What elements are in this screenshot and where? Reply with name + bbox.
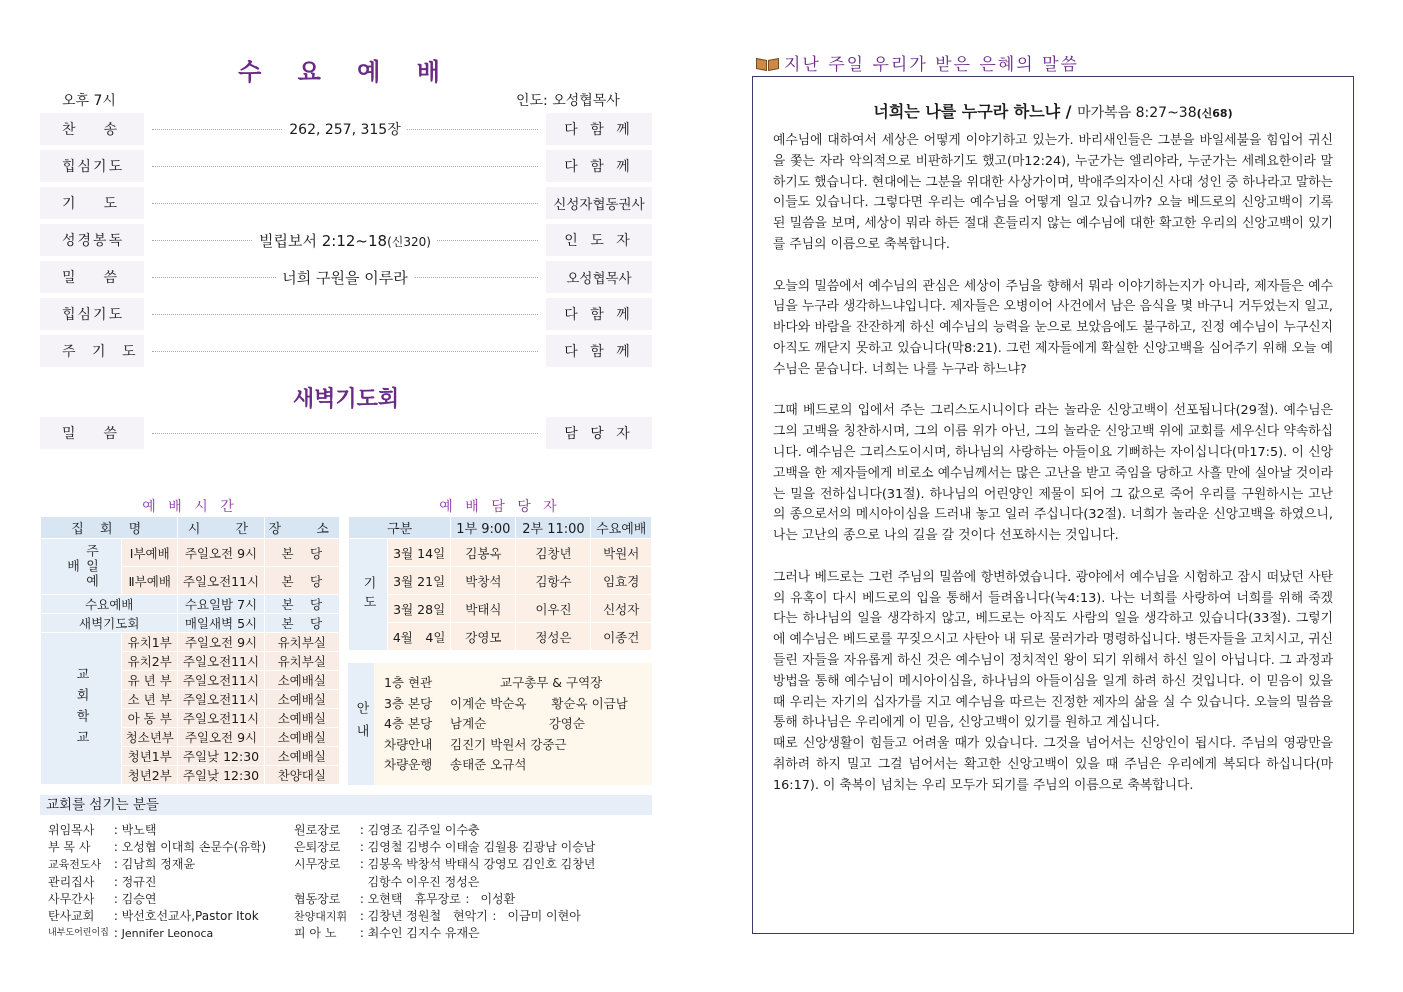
table-row: 3월 21일 박창석 김항수 임효경 bbox=[349, 567, 652, 595]
guide-label: 안내 bbox=[348, 663, 374, 785]
sermon-paragraph: 그러나 베드로는 그런 주님의 밀씀에 항변하였습니다. 광야에서 예수님을 시험하고 잠시 떠났던 사탄의 유혹이 다시 베드로의 입을 통해서 들려옵니다(눅4:13). 나는 너희를 사랑하여 너희를 위해 죽겠다는 하나님의 일을 생각하지 않고, 베드로는 아직도 사람의 일을 생각하고 있습니다(33절). 그렇기에 예수님은 베드로를 꾸짖으시고 사탄아 내 뒤로 물러가라 명령하십니다. 병든자들을 고치시고, 귀신들린 자들을 자유롭게 하신 것은 예수님이 정치적인 왕이 되기 위해서 하신 일이 아닙니다. 그 과정과 방법을 통해 예수님이 메시아이심을, 하나님의 아들이심을 일게 하려 하신 것입니다. 이 믿음이 있을 때 우리는 자기의 십자가를 지고 예수님을 따르는 진정한 제자의 삶을 실 수 있습니다. 오늘의 밀씀을 통해 하나님은 우리에게 이 믿음, 신앙고백이 있기를 원하고 계십니다. bbox=[773, 569, 1333, 731]
sermon-section-header: 지난 주일 우리가 받은 은혜의 말씀 bbox=[756, 50, 1079, 75]
order-content bbox=[148, 224, 542, 256]
col-header: 수요예배 bbox=[591, 517, 652, 539]
list-item: 차량안내 김진기 박원서 강중근 bbox=[384, 736, 567, 752]
worship-schedule-table bbox=[40, 516, 340, 785]
sunday-group-label: 주일예배 bbox=[41, 539, 122, 595]
sermon-paragraph: 오늘의 밀씀에서 예수님의 관심은 세상이 주님을 향해서 뭐라 이야기하는지가 아니라, 제자들은 예수님을 누구라 생각하느냐입니다. 제자들은 오병이어 사건에서 남은 음식을 몇 바구니 거두었는지 일고, 바다와 바람을 잔잔하게 하신 예수님의 능력을 눈으로 보았음에도 불구하고, 진정 예수님이 누구신지 아직도 깨닫지 못하고 있습니다(막8:21). 그런 제자들에게 확실한 신앙고백을 심어주기 위해 오늘 예수님은 묻습니다. 너희는 나를 누구라 하느냐? bbox=[773, 278, 1333, 377]
servants-heading: 교회를 섬기는 분들 bbox=[40, 795, 652, 815]
col-header: 시 간 bbox=[178, 517, 264, 539]
guide-section bbox=[348, 663, 652, 785]
table-row: 새벽기도회 매일새벽 5시 본 당 bbox=[41, 614, 340, 633]
table-row: 기도 3월 14일 김봉옥 김창년 박원서 bbox=[349, 539, 652, 567]
col-header: 집 회 명 bbox=[41, 517, 178, 539]
table-row: Ⅱ부예배 주일오전11시 본 당 bbox=[41, 567, 340, 595]
staff-list-left bbox=[48, 822, 266, 942]
list-item: 사무간사 : 김승연 bbox=[48, 891, 157, 906]
order-label: 기 도 bbox=[40, 187, 144, 219]
sermon-version: (신68) bbox=[1196, 107, 1233, 120]
order-row bbox=[40, 224, 652, 256]
table-row: 수요예배 수요일밤 7시 본 당 bbox=[41, 595, 340, 614]
order-person: 다 함 께 bbox=[546, 335, 652, 367]
order-content bbox=[148, 261, 542, 293]
list-item: 4층 본당 남계순 강영순 bbox=[384, 716, 585, 731]
list-item: 시무장로 : 김봉옥 박창석 박태식 강영모 김인호 김창년 bbox=[294, 857, 596, 872]
list-item: 관리집사 : 정규진 bbox=[48, 874, 157, 889]
order-person: 신성자협동권사 bbox=[546, 187, 652, 219]
wednesday-order bbox=[40, 113, 652, 372]
order-person: 인 도 자 bbox=[546, 224, 652, 256]
table-row: 교회학교 유치1부 주일오전 9시 유치부실 bbox=[41, 633, 340, 652]
book-icon bbox=[756, 55, 780, 71]
table-row: 아 동 부 주일오전11시 소예배실 bbox=[41, 709, 340, 728]
order-content: 262, 257, 315장 bbox=[148, 113, 542, 145]
list-item: 차량운행 송태준 오규석 bbox=[384, 757, 527, 772]
order-row bbox=[40, 417, 652, 449]
order-row bbox=[40, 187, 652, 219]
order-person: 다 함 께 bbox=[546, 298, 652, 330]
table-row: 청년2부 주일낮 12:30 찬양대실 bbox=[41, 766, 340, 785]
order-row bbox=[40, 298, 652, 330]
scripture-version: (신320) bbox=[387, 234, 431, 249]
table-row: 소 년 부 주일오전11시 소예배실 bbox=[41, 690, 340, 709]
list-item: 원로장로 : 김영조 김주일 이수충 bbox=[294, 823, 480, 837]
sermon-paragraph: 예수님에 대하여서 세상은 어떻게 이야기하고 있는가. 바리새인들은 그분을 바일세불을 힘입어 귀신을 쫓는 자라 악의적으로 비판하기도 했고(마12:24), 누군가는 엘리야라, 누군가는 세례요한이라 말하기도 했습니다. 현대에는 그분을 위대한 사상가이며, 박애주의자이신 사대 성인 중 하나라고 말하는 이들도 있습니다. 그렇다면 우리는 예수님을 어떻게 일고 있습니까? 오늘 베드로의 신앙고백이 기록된 밀씀을 보며, 세상이 뭐라 하든 절대 흔들리지 않는 예수님에 대한 확고한 우리의 신앙고백이 있기를 주님의 이름으로 축복합니다. bbox=[773, 133, 1333, 252]
scripture-ref: 빌립보서 2:12~18 bbox=[259, 231, 388, 250]
order-row bbox=[40, 113, 652, 145]
sermon-title: 너희는 나를 누구라 하느냐 / 마가복음 8:27~38(신68) bbox=[873, 102, 1233, 121]
col-header: 구분 bbox=[349, 517, 451, 539]
order-row bbox=[40, 261, 652, 293]
order-content bbox=[148, 335, 542, 367]
wednesday-service-title: 수 요 예 배 bbox=[238, 57, 454, 86]
worship-duty-table bbox=[348, 516, 652, 651]
sermon-box bbox=[752, 76, 1354, 934]
staff-list-right bbox=[294, 822, 595, 942]
school-group-label: 교회학교 bbox=[41, 633, 122, 785]
order-row bbox=[40, 335, 652, 367]
order-row bbox=[40, 150, 652, 182]
list-item: 협동장로 : 오현택 휴무장로 ： 이성환 bbox=[294, 891, 516, 906]
order-person: 다 함 께 bbox=[546, 150, 652, 182]
sermon-reference: 마가복음 8:27~38 bbox=[1077, 105, 1197, 121]
order-content bbox=[148, 150, 542, 182]
list-item: 교육전도사 : 김남희 정재윤 bbox=[48, 857, 196, 872]
table-row: 유 년 부 주일오전11시 소예배실 bbox=[41, 671, 340, 690]
list-item: 피 아 노 : 최수인 김지수 유재은 bbox=[294, 926, 480, 941]
order-content bbox=[148, 187, 542, 219]
list-item: 김항수 이우진 정성은 bbox=[367, 874, 480, 889]
list-item: 부 목 사 : 오성협 이대희 손문수(유학) bbox=[48, 840, 267, 855]
prayer-group-label: 기도 bbox=[349, 539, 388, 651]
col-header: 2부 11:00 bbox=[516, 517, 591, 539]
order-person: 다 함 께 bbox=[546, 113, 652, 145]
list-item: 탄사교회 : 박선호선교사,Pastor Itok bbox=[48, 909, 259, 924]
sermon-body bbox=[773, 131, 1333, 797]
service-leader: 인도: 오성협목사 bbox=[516, 93, 620, 109]
order-label: 힙심기도 bbox=[40, 150, 144, 182]
table-row: 유치2부 주일오전11시 유치부실 bbox=[41, 652, 340, 671]
list-item: 찬양대지휘 : 김창년 정원철 현악기 ： 이금미 이현아 bbox=[294, 909, 581, 924]
list-item: 내부도어린이집 : Jennifer Leonoca bbox=[48, 926, 214, 941]
order-content bbox=[148, 417, 542, 449]
col-header: 장 소 bbox=[264, 517, 339, 539]
list-item: 1층 현관 교구총무 & 구역장 bbox=[384, 675, 603, 690]
sermon-paragraph: 때로 신앙생활이 힘들고 어려울 때가 있습니다. 그것을 넘어서는 신앙인이 됩시다. 주님의 영광만을 취하려 하지 밀고 그걸 넘어서는 확고한 신앙고백이 있을 때 주님은 우리에게 복되다 하십니다(마16:17). 이 축복이 넘치는 우리 모두가 되기를 주님의 이름으로 축복합니다. bbox=[773, 736, 1333, 793]
order-person: 오성협목사 bbox=[546, 261, 652, 293]
table-row: 4월 4일 강영모 정성은 이종건 bbox=[349, 623, 652, 651]
duty-title: 예 배 담 당 자 bbox=[439, 499, 561, 515]
order-label: 성경봉독 bbox=[40, 224, 144, 256]
order-label: 주 기 도 bbox=[40, 335, 144, 367]
list-item: 은퇴장로 : 김영철 김병수 이태술 김월용 김광남 이승남 bbox=[294, 840, 596, 855]
col-header: 1부 9:00 bbox=[451, 517, 516, 539]
schedule-title: 예 배 시 간 bbox=[142, 499, 238, 515]
sermon-paragraph: 그때 베드로의 입에서 주는 그리스도시니이다 라는 놀라운 신앙고백이 선포됩니다(29절). 예수님은 그의 고백을 칭찬하시며, 그의 이름 위가 아닌, 그의 놀라운 신앙고백 위에 교회를 세우신다 약속하십니다. 예수님은 그리스도이시며, 하나님의 사랑하는 아들이요 기뻐하는 자이십니다(마17:5). 이 신앙고백을 한 제자들에게 비로소 예수님께서는 많은 고난을 받고 죽임을 당하고 사흘 만에 실아날 것이라는 밀을 전하십니다(31절). 하나님의 어린양인 제물이 되어 그 값으로 죽어 우리를 구원하시는 고난의 종으로서의 메시아이심을 드러내 놓고 일러 주십니다(32절). 너희가 놀라운 신앙고백을 하였으니, 나는 고난의 종으로 나의 길을 갈 것이다 선포하시는 것입니다. bbox=[773, 403, 1333, 544]
service-time: 오후 7시 bbox=[62, 93, 116, 109]
table-row: 청소년부 주일오전 9시 소예배실 bbox=[41, 728, 340, 747]
order-label: 밀 씀 bbox=[40, 261, 144, 293]
dawn-prayer-title: 새벽기도회 bbox=[292, 386, 400, 412]
sermon-title-wed: 너희 구원을 이루라 bbox=[276, 267, 413, 288]
list-item: 위임목사 : 박노택 bbox=[48, 823, 157, 837]
order-label: 밀 씀 bbox=[40, 417, 144, 449]
order-label: 찬 송 bbox=[40, 113, 144, 145]
list-item: 3층 본당 이계순 박순옥 황순옥 이금남 bbox=[384, 695, 628, 711]
table-row: 청년1부 주일낮 12:30 소예배실 bbox=[41, 747, 340, 766]
table-row: 주일예배 Ⅰ부예배 주일오전 9시 본 당 bbox=[41, 539, 340, 567]
order-content bbox=[148, 298, 542, 330]
dawn-order bbox=[40, 417, 652, 454]
order-label: 힙심기도 bbox=[40, 298, 144, 330]
order-person: 담 당 자 bbox=[546, 417, 652, 449]
table-row: 3월 28일 박태식 이우진 신성자 bbox=[349, 595, 652, 623]
